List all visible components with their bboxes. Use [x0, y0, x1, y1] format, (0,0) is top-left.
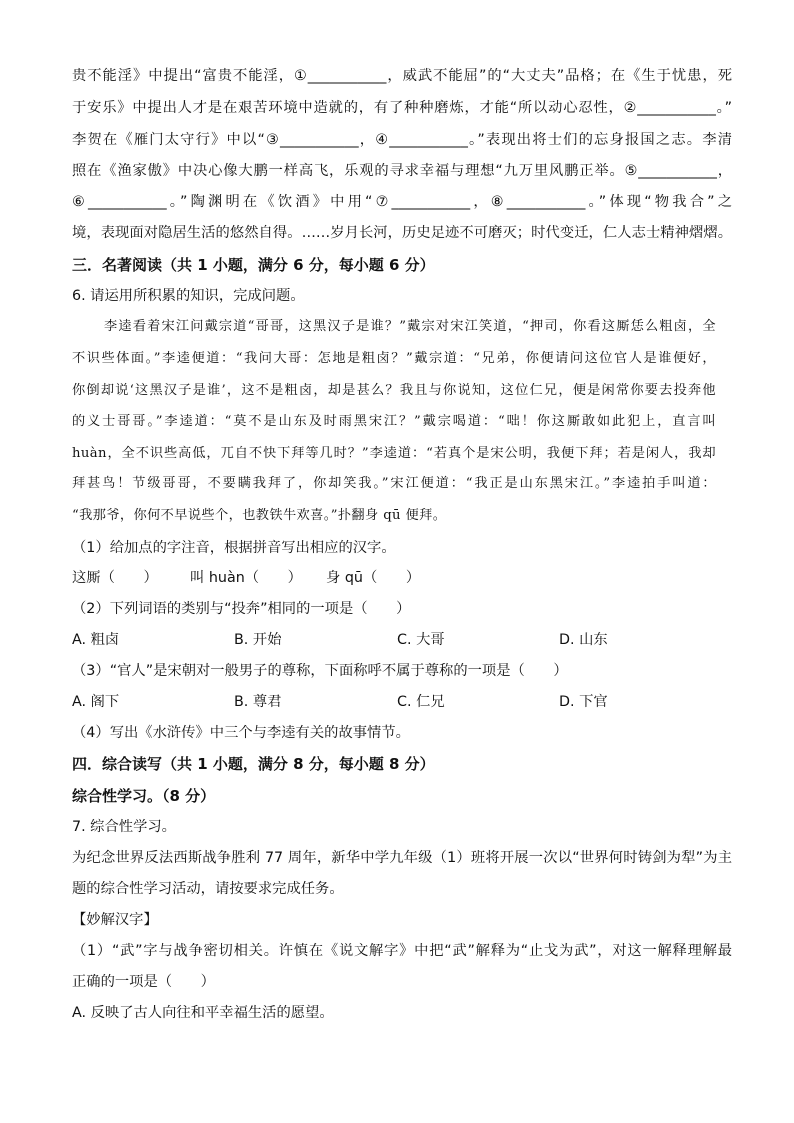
q7-1-option-a[interactable]: A. 反映了古人向往和平幸福生活的愿望。 — [72, 1005, 334, 1021]
q3-option-d[interactable]: D. 下官 — [559, 694, 608, 710]
passage-line-1: 李逵看着宋江问戴宗道“哥哥，这黑汉子是谁？”戴宗对宋江笑道，“押司，你看这厮恁么粗卤，全 — [104, 319, 716, 334]
poem-line-6: 境，表现面对隐居生活的悠然自得。……岁月长河，历史足迹不可磨灭；时代变迁，仁人志士精神熠熠。 — [72, 225, 732, 241]
passage-line-2: 不识些体面。”李逵便道：“我问大哥：怎地是粗卤？”戴宗道：“兄弟，你便请问这位官人是谁便好， — [72, 351, 716, 366]
answer-blank-qu[interactable]: 身 qū（ ） — [326, 570, 421, 586]
passage-line-5: huàn，全不识些高低，兀自不快下拜等几时？”李逵道：“若真个是宋公明，我便下拜；若是闲人，我却 — [72, 446, 716, 461]
q2-option-c[interactable]: C. 大哥 — [397, 632, 445, 648]
section-4-heading: 四．综合读写（共 1 小题，满分 8 分，每小题 8 分） — [72, 755, 435, 773]
section-4-subheading: 综合性学习。（8 分） — [72, 787, 216, 805]
part-title-hanzi: 【妙解汉字】 — [72, 912, 158, 928]
question-7-intro-line-2: 题的综合性学习活动，请按要求完成任务。 — [72, 881, 344, 897]
q2-option-d[interactable]: D. 山东 — [559, 632, 608, 648]
passage-line-6: 拜甚鸟！节级哥哥，不要瞒我拜了，你却笑我。”宋江便道：“我正是山东黑宋江。”李逵拍手叫道： — [72, 476, 716, 491]
poem-line-5: ⑥___________。”陶渊明在《饮酒》中用“⑦___________，⑧___________。”体现“物我合”之 — [72, 194, 732, 210]
question-6-title: 6. 请运用所积累的知识，完成问题。 — [72, 288, 305, 304]
poem-line-2: 于安乐》中提出人才是在艰苦环境中造就的，有了种种磨炼，才能“所以动心忍性，②___________。” — [72, 100, 732, 116]
poem-line-3: 李贺在《雁门太守行》中以“③___________，④___________。”表现出将士们的忘身报国之志。李清 — [72, 132, 732, 148]
q2-option-a[interactable]: A. 粗卤 — [72, 632, 120, 648]
question-7-1-line-2: 正确的一项是（ ） — [72, 974, 215, 990]
passage-line-7: “我那爷，你何不早说些个，也教铁牛欢喜。”扑翻身 qū 便拜。 — [72, 508, 447, 523]
question-7-1-line-1: （1）“武”字与战争密切相关。许慎在《说文解字》中把“武”解释为“止戈为武”，对这一解释理解最 — [72, 943, 732, 959]
q2-option-b[interactable]: B. 开始 — [234, 632, 282, 648]
q3-option-c[interactable]: C. 仁兄 — [397, 694, 445, 710]
poem-line-4: 照在《渔家傲》中决心像大鹏一样高飞，乐观的寻求幸福与理想“九万里风鹏正举。⑤___________， — [72, 163, 732, 179]
question-6-2: （2）下列词语的类别与“投奔”相同的一项是（ ） — [72, 601, 411, 617]
question-7-intro-line-1: 为纪念世界反法西斯战争胜利 77 周年，新华中学九年级（1）班将开展一次以“世界何时铸剑为犁”为主 — [72, 850, 732, 866]
passage-line-3: 你倒却说‘这黑汉子是谁’，这不是粗卤，却是甚么？我且与你说知，这位仁兄，便是闲常你要去投奔他 — [72, 383, 716, 398]
poem-line-1: 贵不能淫》中提出“富贵不能淫，①___________，威武不能屈”的“大丈夫”品格；在《生于忧患，死 — [72, 68, 732, 84]
q3-option-b[interactable]: B. 尊君 — [234, 694, 282, 710]
q3-option-a[interactable]: A. 阁下 — [72, 694, 120, 710]
passage-line-4: 的义士哥哥。”李逵道：“莫不是山东及时雨黑宋江？”戴宗喝道：“咄！你这厮敢如此犯上，直言叫 — [72, 414, 716, 429]
question-6-3: （3）“官人”是宋朝对一般男子的尊称，下面称呼不属于尊称的一项是（ ） — [72, 663, 568, 679]
question-6-1: （1）给加点的字注音，根据拼音写出相应的汉字。 — [72, 540, 396, 556]
question-6-4: （4）写出《水浒传》中三个与李逵有关的故事情节。 — [72, 725, 410, 741]
answer-blank-huan[interactable]: 叫 huàn（ ） — [190, 570, 302, 586]
answer-blank-zhe-si[interactable]: 这厮（ ） — [72, 570, 158, 586]
section-3-heading: 三．名著阅读（共 1 小题，满分 6 分，每小题 6 分） — [72, 256, 435, 274]
question-7-title: 7. 综合性学习。 — [72, 819, 176, 835]
